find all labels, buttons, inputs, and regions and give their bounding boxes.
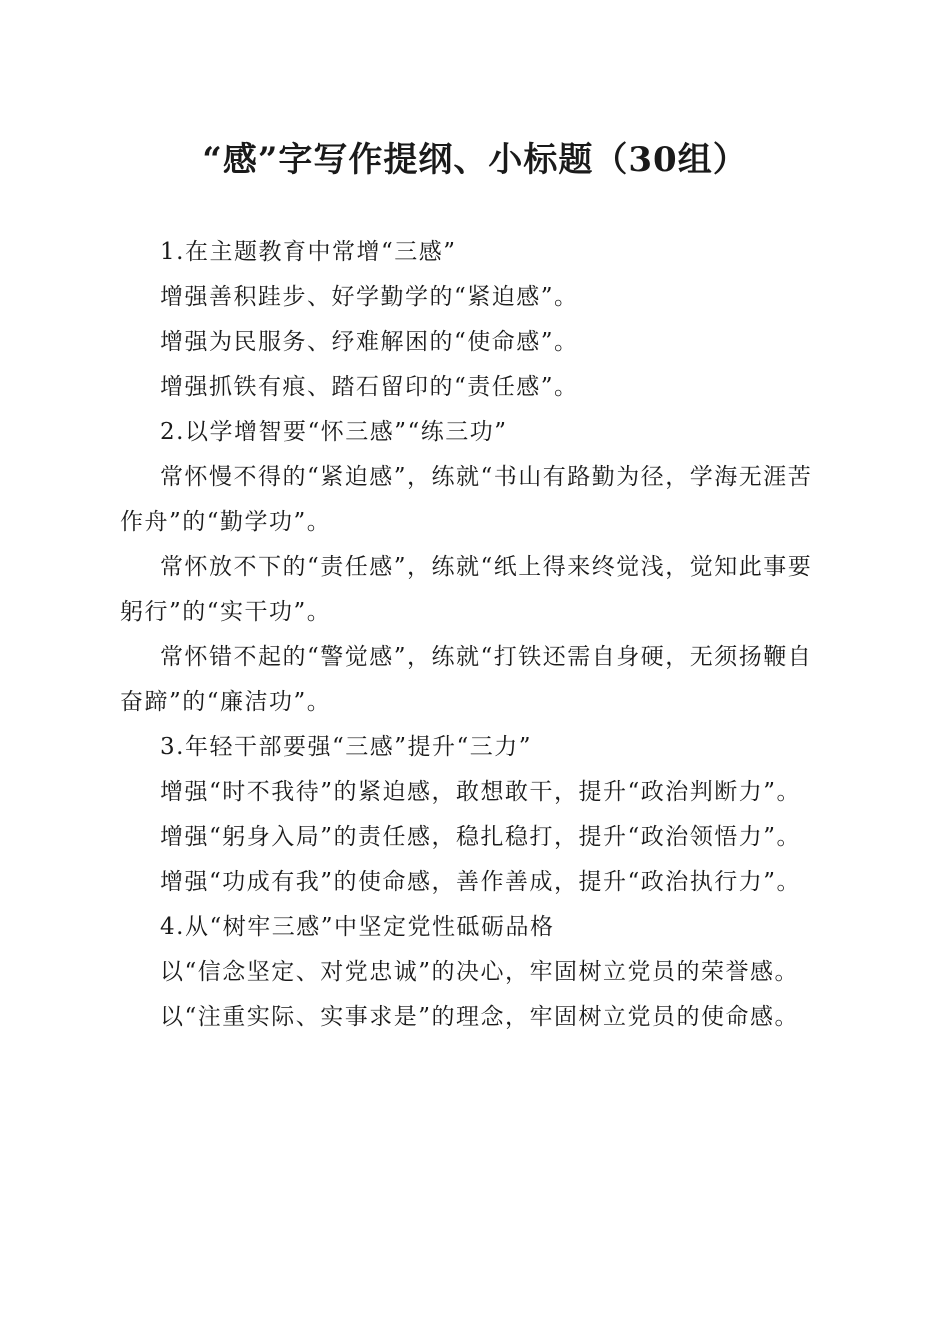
paragraph: 以“信念坚定、对党忠诚”的决心，牢固树立党员的荣誉感。 (160, 959, 800, 985)
section-heading-3: 3.年轻干部要强“三感”提升“三力” (160, 734, 532, 760)
section-heading-2: 2.以学增智要“怀三感”“练三功” (160, 419, 508, 445)
document-body (120, 230, 832, 1040)
section-heading-4: 4.从“树牢三感”中坚定党性砥砺品格 (160, 914, 555, 940)
document-title: “感”字写作提纲、小标题（30组） (202, 140, 748, 180)
paragraph: 以“注重实际、实事求是”的理念，牢固树立党员的使命感。 (160, 1004, 800, 1030)
paragraph: 增强“功成有我”的使命感，善作善成，提升“政治执行力”。 (160, 869, 802, 895)
paragraph: 增强“时不我待”的紧迫感，敢想敢干，提升“政治判断力”。 (160, 779, 802, 805)
paragraph: 增强善积跬步、好学勤学的“紧迫感”。 (160, 284, 579, 310)
paragraph: 常怀慢不得的“紧迫感”，练就“书山有路勤为径，学海无涯苦作舟”的“勤学功”。 (120, 464, 813, 535)
paragraph: 常怀错不起的“警觉感”，练就“打铁还需自身硬，无须扬鞭自奋蹄”的“廉洁功”。 (120, 644, 813, 715)
paragraph: 常怀放不下的“责任感”，练就“纸上得来终觉浅，觉知此事要躬行”的“实干功”。 (120, 554, 813, 625)
paragraph: 增强抓铁有痕、踏石留印的“责任感”。 (160, 374, 579, 400)
section-heading-1: 1.在主题教育中常增“三感” (160, 239, 457, 265)
paragraph: 增强“躬身入局”的责任感，稳扎稳打，提升“政治领悟力”。 (160, 824, 802, 850)
paragraph: 增强为民服务、纾难解困的“使命感”。 (160, 329, 579, 355)
